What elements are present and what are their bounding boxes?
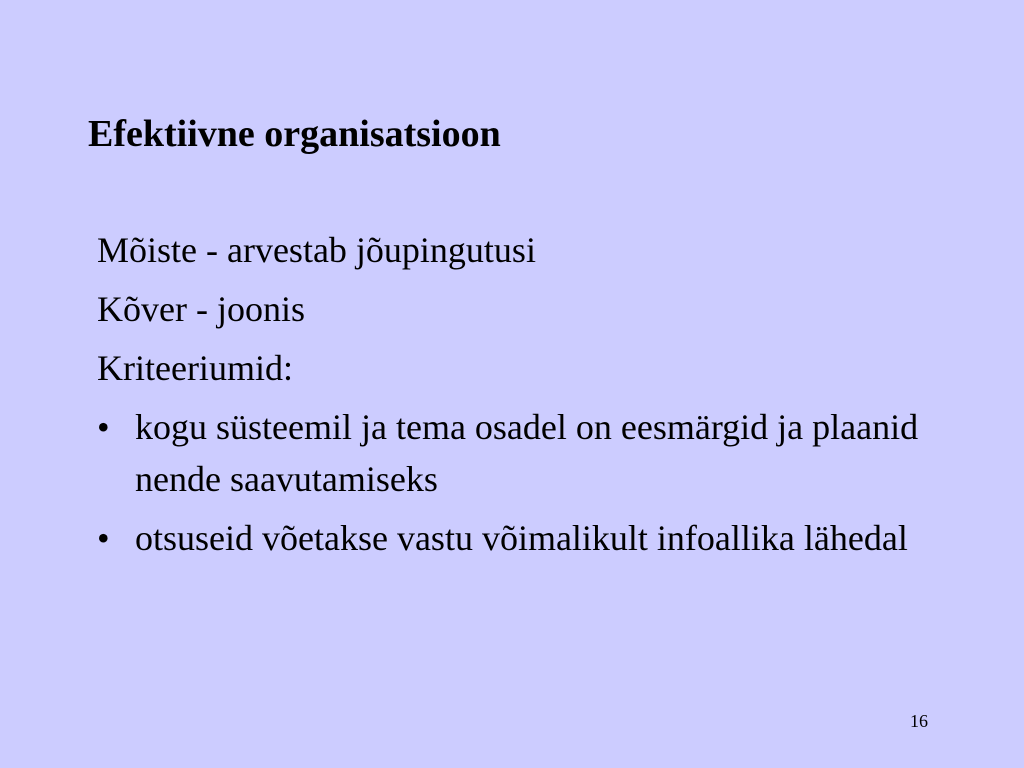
bullet-icon: •	[97, 407, 110, 447]
criteria-heading: Kriteeriumid:	[97, 348, 293, 388]
curve-line: Kõver - joonis	[97, 289, 305, 329]
slide-body	[97, 224, 957, 571]
page-number: 16	[910, 711, 928, 731]
slide-title: Efektiivne organisatsioon	[88, 113, 501, 155]
definition-line: Mõiste - arvestab jõupingutusi	[97, 230, 536, 270]
bullet-text: otsuseid võetakse vastu võimalikult infoallika lähedal	[135, 518, 908, 558]
bullet-icon: •	[97, 518, 110, 558]
bullet-text: kogu süsteemil ja tema osadel on eesmärgid ja plaanid nende saavutamiseks	[135, 407, 919, 499]
criteria-bullet-item	[97, 512, 955, 564]
criteria-bullet-item	[97, 401, 955, 505]
